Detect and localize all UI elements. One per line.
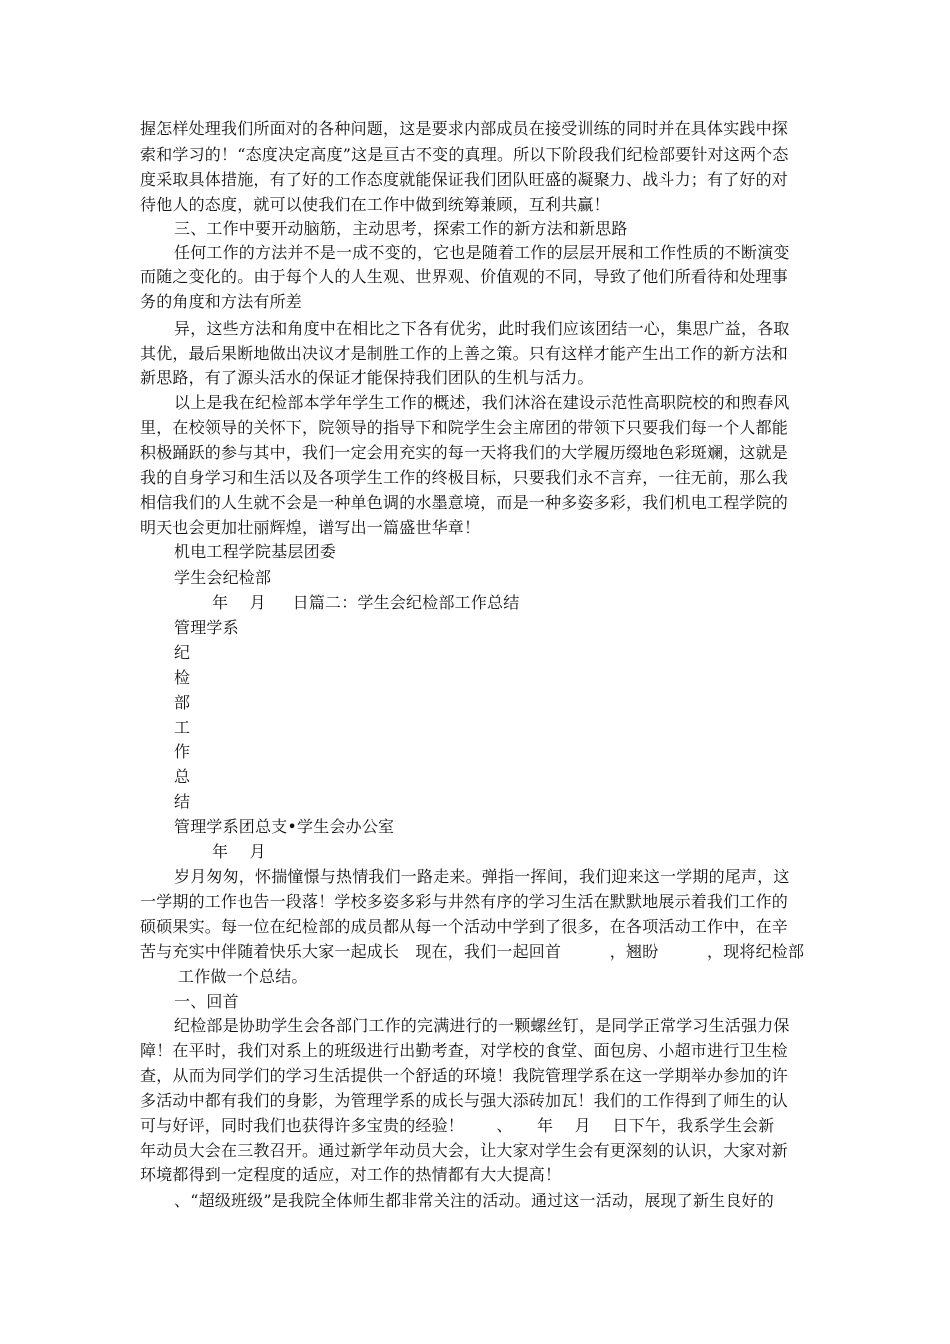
date-and-title-line: 年 月 日篇二：学生会纪检部工作总结 bbox=[212, 593, 520, 612]
text-line: 一学期的工作也告一段落！学校多姿多彩与井然有序的学习生活在默默地展示着我们工作的 bbox=[140, 892, 789, 911]
cover-title-char: 结 bbox=[174, 792, 191, 811]
text-line: 其优，最后果断地做出决议才是制胜工作的上善之策。只有这样才能产生出工作的新方法和 bbox=[140, 344, 789, 363]
text-line: 可与好评，同时我们也获得许多宝贵的经验！ 、 年 月 日下午，我系学生会新 bbox=[140, 1116, 775, 1135]
text-line: 硕硕果实。每一位在纪检部的成员都从每一个活动中学到了很多，在各项活动工作中，在辛 bbox=[140, 917, 789, 936]
text-line: 以上是我在纪检部本学年学生工作的概述，我们沐浴在建设示范性高职院校的和煦春风 bbox=[174, 393, 790, 412]
cover-title-char: 总 bbox=[174, 767, 191, 786]
text-line: 、“超级班级”是我院全体师生都非常关注的活动。通过这一活动，展现了新生良好的 bbox=[174, 1191, 774, 1210]
text-line: 握怎样处理我们所面对的各种问题，这是要求内部成员在接受训练的同时并在具体实践中探 bbox=[140, 119, 789, 138]
text-line: 待他人的态度，就可以使我们在工作中做到统筹兼顾，互利共赢！ bbox=[140, 195, 610, 214]
signature-dept: 学生会纪检部 bbox=[174, 568, 272, 587]
cover-dept: 管理学系 bbox=[174, 618, 239, 637]
text-line: 年动员大会在三教召开。通过新学年动员大会，让大家对学生会有更深刻的认识，大家对新 bbox=[140, 1141, 789, 1160]
cover-title-char: 检 bbox=[174, 668, 191, 687]
text-line: 而随之变化的。由于每个人的人生观、世界观、价值观的不同，导致了他们所看待和处理事 bbox=[140, 267, 789, 286]
text-line: 度采取具体措施，有了好的工作态度就能保证我们团队旺盛的凝聚力、战斗力；有了好的对 bbox=[140, 170, 789, 189]
text-line: 查，从而为同学们的学习生活提供一个舒适的环境！我院管理学系在这一学期举办参加的许 bbox=[140, 1066, 789, 1085]
text-line: 里，在校领导的关怀下，院领导的指导下和院学生会主席团的带领下只要我们每一个人都能 bbox=[140, 418, 789, 437]
section-heading: 三、工作中要开动脑筋，主动思考，探索工作的新方法和新思路 bbox=[174, 219, 628, 238]
text-line: 索和学习的！“态度决定高度”这是亘古不变的真理。所以下阶段我们纪检部要针对这两个态 bbox=[140, 145, 789, 164]
text-line: 任何工作的方法并不是一成不变的，它也是随着工作的层层开展和工作性质的不断演变 bbox=[174, 243, 790, 262]
text-line: 环境都得到一定程度的适应，对工作的热情都有大大提高！ bbox=[140, 1165, 562, 1184]
cover-title-char: 部 bbox=[174, 693, 191, 712]
text-line: 多活动中都有我们的身影，为管理学系的成长与强大添砖加瓦！我们的工作得到了师生的认 bbox=[140, 1091, 789, 1110]
text-line: 障！在平时，我们对系上的班级进行出勤考查，对学校的食堂、面包房、小超市进行卫生检 bbox=[140, 1041, 789, 1060]
text-line: 明天也会更加壮丽辉煌，谱写出一篇盛世华章！ bbox=[140, 518, 481, 537]
cover-title-char: 工 bbox=[174, 718, 191, 737]
section-heading: 一、回首 bbox=[174, 992, 239, 1011]
text-line: 纪检部是协助学生会各部门工作的完满进行的一颗螺丝钉，是同学正常学习生活强力保 bbox=[174, 1016, 790, 1035]
cover-date: 年 月 bbox=[212, 842, 266, 861]
signature-org: 机电工程学院基层团委 bbox=[174, 542, 337, 561]
text-line: 新思路，有了源头活水的保证才能保持我们团队的生机与活力。 bbox=[140, 368, 594, 387]
cover-title-char: 作 bbox=[174, 742, 191, 761]
text-line: 岁月匆匆，怀揣憧憬与热情我们一路走来。弹指一挥间，我们迎来这一学期的尾声，这 bbox=[174, 867, 790, 886]
text-line: 我的自身学习和生活以及各项学生工作的终极目标，只要我们永不言弃，一往无前，那么我 bbox=[140, 468, 789, 487]
text-line: 工作做一个总结。 bbox=[178, 967, 308, 986]
text-line: 积极踊跃的参与其中，我们一定会用充实的每一天将我们的大学履历缀地色彩斑斓，这就是 bbox=[140, 443, 789, 462]
text-line: 相信我们的人生就不会是一种单色调的水墨意境，而是一种多姿多彩，我们机电工程学院的 bbox=[140, 493, 789, 512]
text-line: 务的角度和方法有所差 bbox=[140, 292, 303, 311]
text-line: 苦与充实中伴随着快乐大家一起成长 现在，我们一起回首 ，翘盼 ，现将纪检部 bbox=[140, 942, 805, 961]
cover-office: 管理学系团总支•学生会办公室 bbox=[174, 817, 395, 836]
text-line: 异，这些方法和角度中在相比之下各有优劣，此时我们应该团结一心，集思广益，各取 bbox=[174, 319, 790, 338]
cover-title-char: 纪 bbox=[174, 643, 191, 662]
